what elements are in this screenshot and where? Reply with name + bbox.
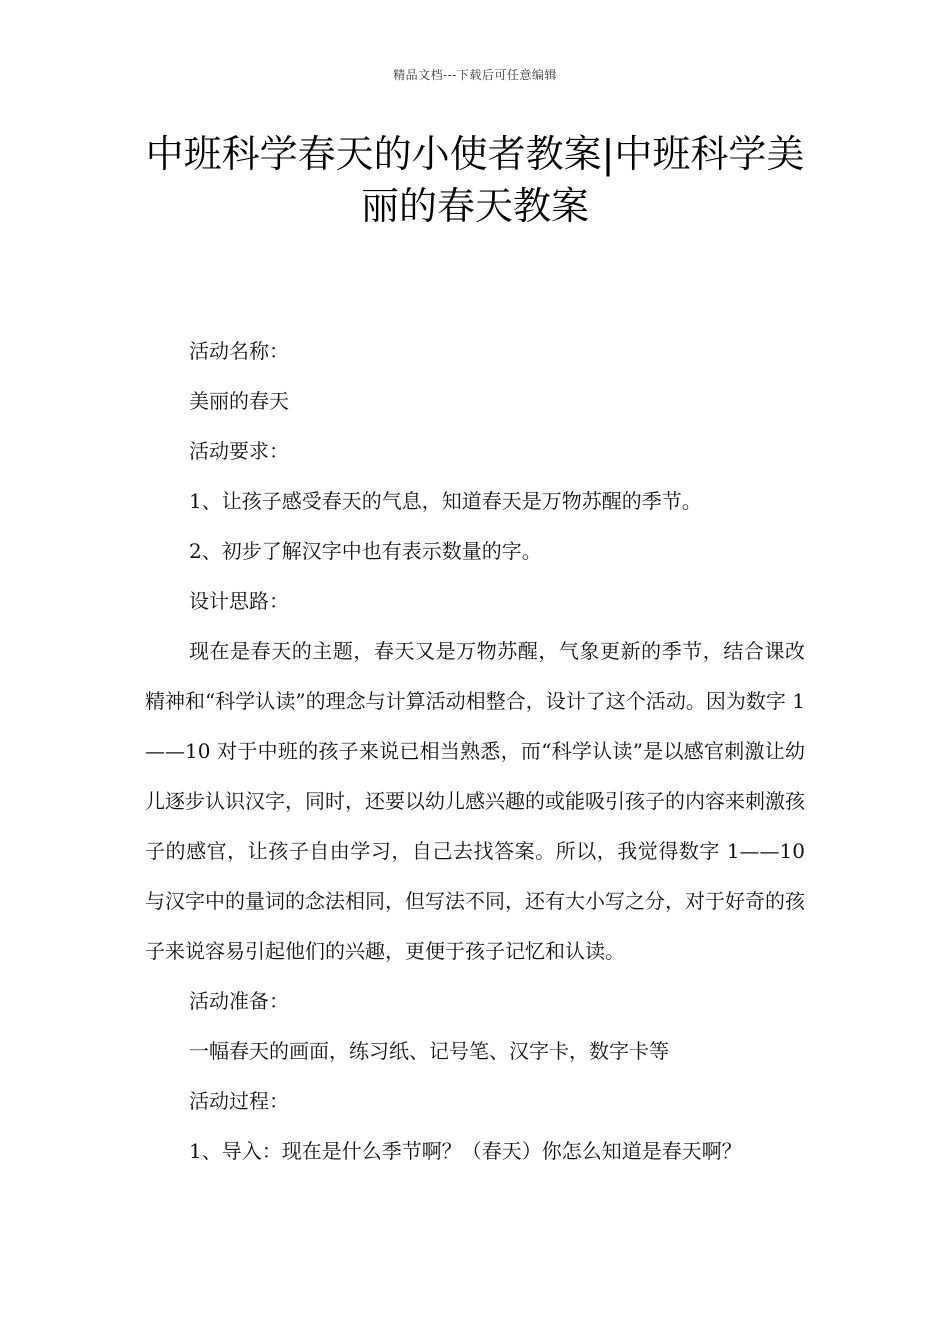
document-title: 中班科学春天的小使者教案|中班科学美丽的春天教案 [145, 132, 805, 228]
design-label: 设计思路： [189, 589, 289, 613]
document-body [145, 326, 805, 1176]
process-step-1: 1、导入：现在是什么季节啊？（春天）你怎么知道是春天啊？ [189, 1139, 742, 1163]
preparation-label: 活动准备： [189, 989, 289, 1013]
requirements-label: 活动要求： [189, 439, 289, 463]
activity-name-label: 活动名称： [189, 339, 289, 363]
header-note: 精品文档---下载后可任意编辑 [393, 68, 557, 82]
requirement-1: 1、让孩子感受春天的气息，知道春天是万物苏醒的季节。 [189, 489, 702, 513]
preparation-text: 一幅春天的画面，练习纸、记号笔、汉字卡，数字卡等 [189, 1039, 669, 1063]
requirement-2: 2、初步了解汉字中也有表示数量的字。 [189, 539, 542, 563]
design-text: 现在是春天的主题，春天又是万物苏醒，气象更新的季节，结合课改精神和“科学认读”的理念与计算活动相整合，设计了这个活动。因为数字 1——10 对于中班的孩子来说已相当熟悉，而“科学认读”是以感官刺激让幼儿逐步认识汉字，同时，还要以幼儿感兴趣的或能吸引孩子的内容来刺激孩子的感官，让孩子自由学习，自己去找答案。所以，我觉得数字 1——10 与汉字中的量词的念法相同，但写法不同，还有大小写之分，对于好奇的孩子来说容易引起他们的兴趣，更便于孩子记忆和认读。 [145, 639, 805, 963]
process-label: 活动过程： [189, 1089, 289, 1113]
activity-name: 美丽的春天 [189, 389, 289, 413]
